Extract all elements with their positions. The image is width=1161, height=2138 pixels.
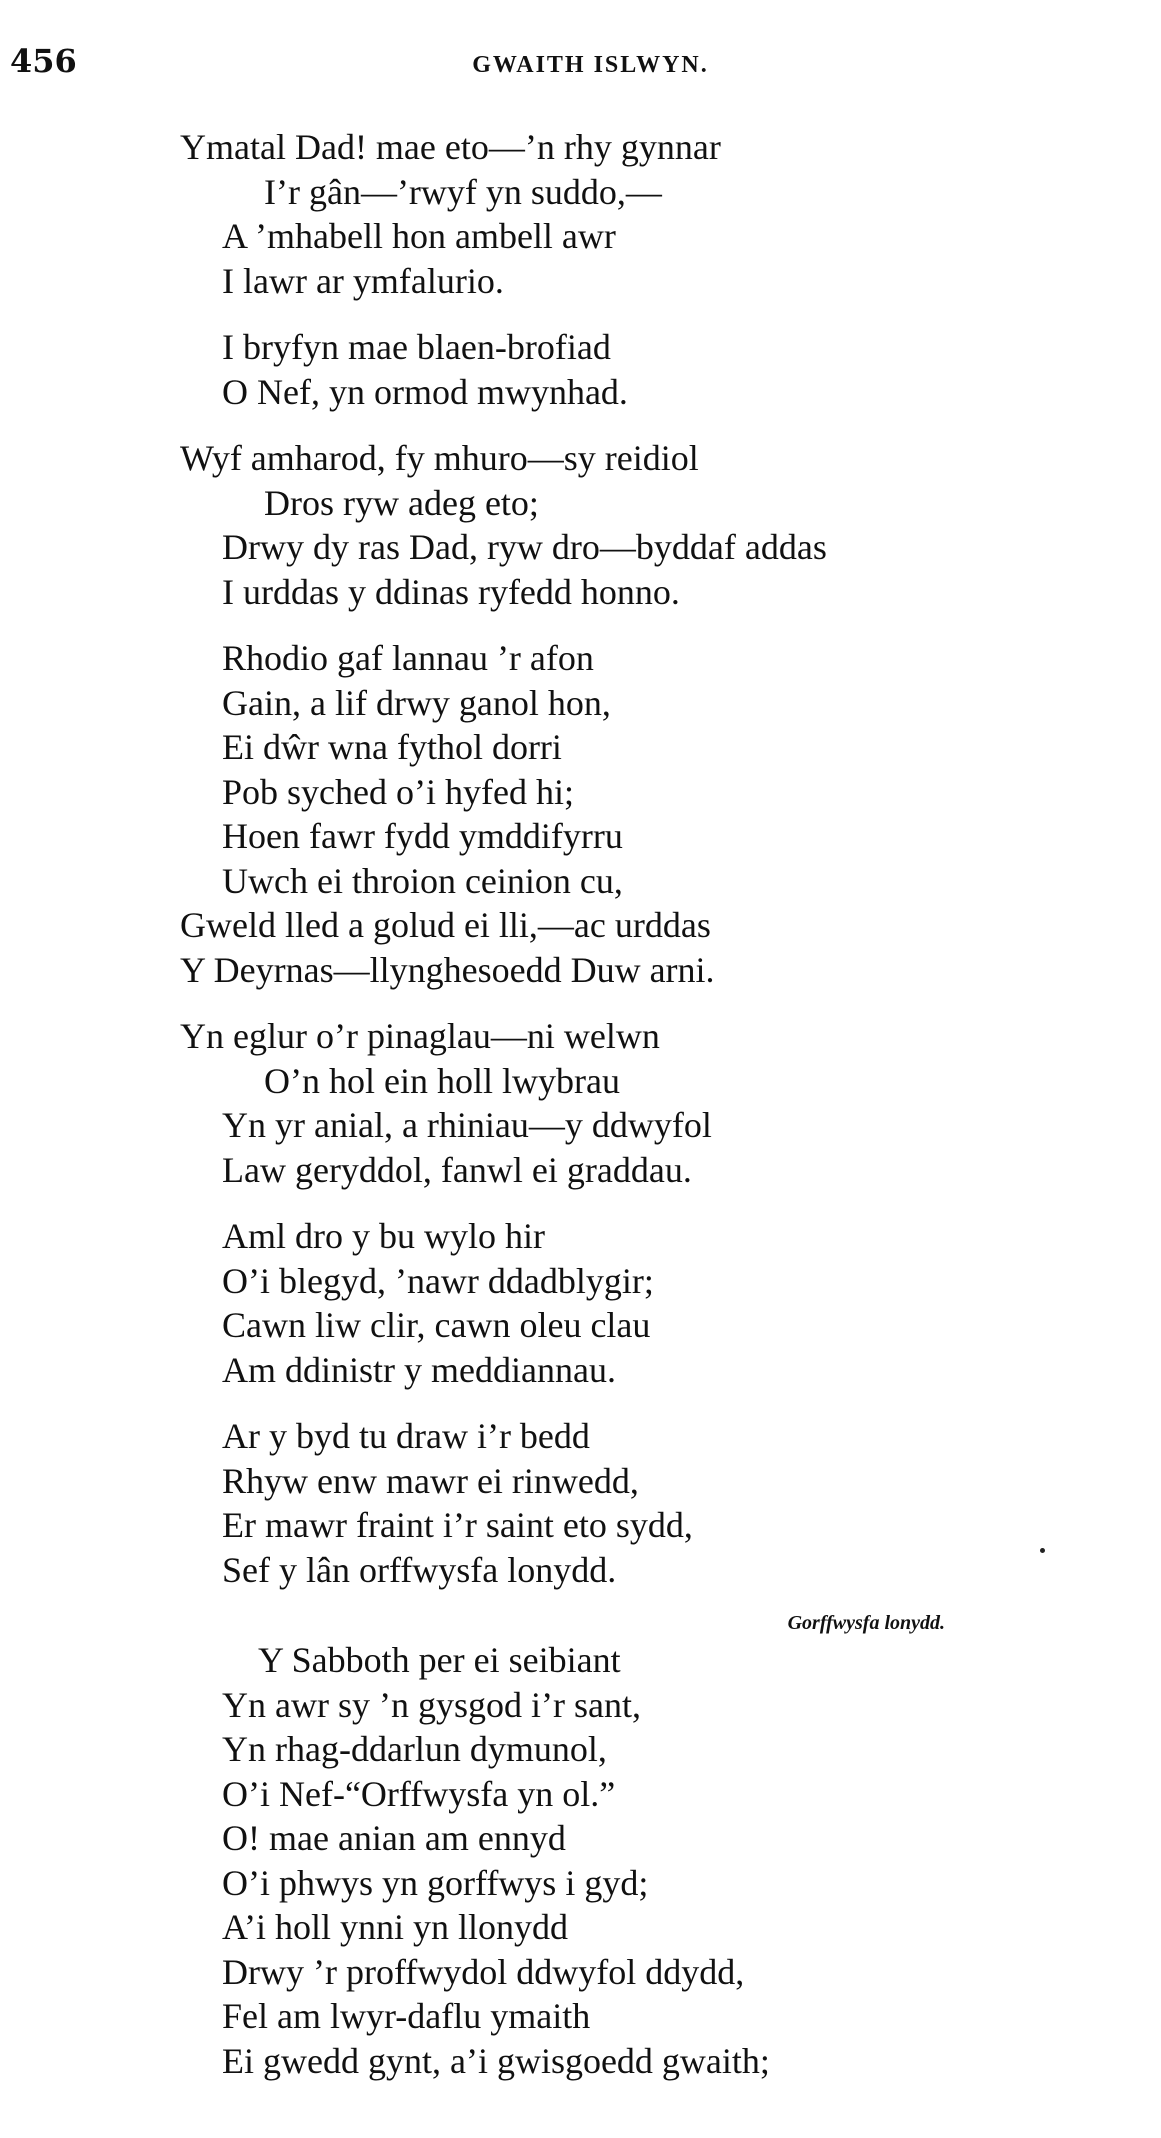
stanza-4 — [0, 636, 1161, 992]
poem-line: Y Deyrnas—llynghesoedd Duw arni. — [180, 949, 715, 990]
poem-line: Y Sabboth per ei seibiant — [258, 1640, 621, 1680]
poem-line: Drwy ’r proffwydol ddwyfol ddydd, — [222, 1951, 745, 1992]
poem-line: Ar y byd tu draw i’r bedd — [222, 1416, 590, 1456]
stanza-3 — [0, 436, 1161, 614]
ink-speck — [1040, 1548, 1045, 1553]
poem-line: Ymatal Dad! mae eto—’n rhy gynnar — [180, 127, 721, 167]
stanza-6 — [0, 1214, 1161, 1392]
poem-line: Fel am lwyr-daflu ymaith — [222, 1996, 591, 2036]
stanza-7 — [0, 1414, 1161, 1592]
stanza-5 — [0, 1014, 1161, 1192]
poem-line: Gweld lled a golud ei lli,—ac urddas — [180, 905, 711, 945]
poem-line: Uwch ei throion ceinion cu, — [222, 860, 623, 901]
poem-line: O’i phwys yn gorffwys i gyd; — [222, 1862, 649, 1903]
poem-line: Gain, a lif drwy ganol hon, — [222, 682, 611, 723]
poem-line: Law geryddol, fanwl ei graddau. — [222, 1149, 692, 1190]
poem-line: Ei dŵr wna fythol dorri — [222, 727, 562, 767]
poem-line: Cawn liw clir, cawn oleu clau — [222, 1305, 651, 1345]
poem-line: Yn eglur o’r pinaglau—ni welwn — [180, 1016, 660, 1056]
stanza-1 — [0, 125, 1161, 303]
poem-line: Drwy dy ras Dad, ryw dro—byddaf addas — [222, 527, 827, 567]
poem-line: Er mawr fraint i’r saint eto sydd, — [222, 1505, 693, 1545]
poem-line: Am ddinistr y meddiannau. — [222, 1349, 616, 1390]
poem-line: I lawr ar ymfalurio. — [222, 260, 504, 301]
poem-line: Rhyw enw mawr ei rinwedd, — [222, 1460, 639, 1501]
poem-body — [0, 125, 1161, 2105]
poem-line: Yn awr sy ’n gysgod i’r sant, — [222, 1684, 641, 1725]
poem-line: A ’mhabell hon ambell awr — [222, 216, 616, 256]
poem-line: O Nef, yn ormod mwynhad. — [222, 371, 628, 412]
poem-line: O’n hol ein holl lwybrau — [264, 1060, 620, 1101]
poem-line: O! mae anian am ennyd — [222, 1818, 566, 1858]
poem-line: A’i holl ynni yn llonydd — [222, 1907, 569, 1947]
poem-line: Ei gwedd gynt, a’i gwisgoedd gwaith; — [222, 2040, 770, 2081]
poem-line: O’i blegyd, ’nawr ddadblygir; — [222, 1260, 654, 1301]
poem-line: I bryfyn mae blaen-brofiad — [222, 327, 611, 367]
page-number: 456 — [10, 42, 77, 80]
stanza-8 — [0, 1608, 1161, 2083]
poem-line: Wyf amharod, fy mhuro—sy reidiol — [180, 438, 699, 478]
poem-line: O’i Nef-“Orffwysfa yn ol.” — [222, 1773, 616, 1814]
poem-line: Rhodio gaf lannau ’r afon — [222, 638, 594, 678]
section-subheading: Gorffwysfa lonydd. — [787, 1612, 945, 1634]
poem-line: I’r gân—’rwyf yn suddo,— — [264, 171, 662, 212]
running-title: GWAITH ISLWYN. — [472, 52, 709, 78]
poem-line: Hoen fawr fydd ymddifyrru — [222, 816, 623, 856]
poem-line: Sef y lân orffwysfa lonydd. — [222, 1549, 617, 1590]
stanza-2 — [0, 325, 1161, 414]
poem-line: Aml dro y bu wylo hir — [222, 1216, 545, 1256]
poem-line: I urddas y ddinas ryfedd honno. — [222, 571, 680, 612]
poem-line: Pob syched o’i hyfed hi; — [222, 771, 574, 812]
poem-line: Dros ryw adeg eto; — [264, 482, 539, 523]
poem-line: Yn yr anial, a rhiniau—y ddwyfol — [222, 1105, 712, 1145]
poem-line: Yn rhag-ddarlun dymunol, — [222, 1729, 607, 1769]
